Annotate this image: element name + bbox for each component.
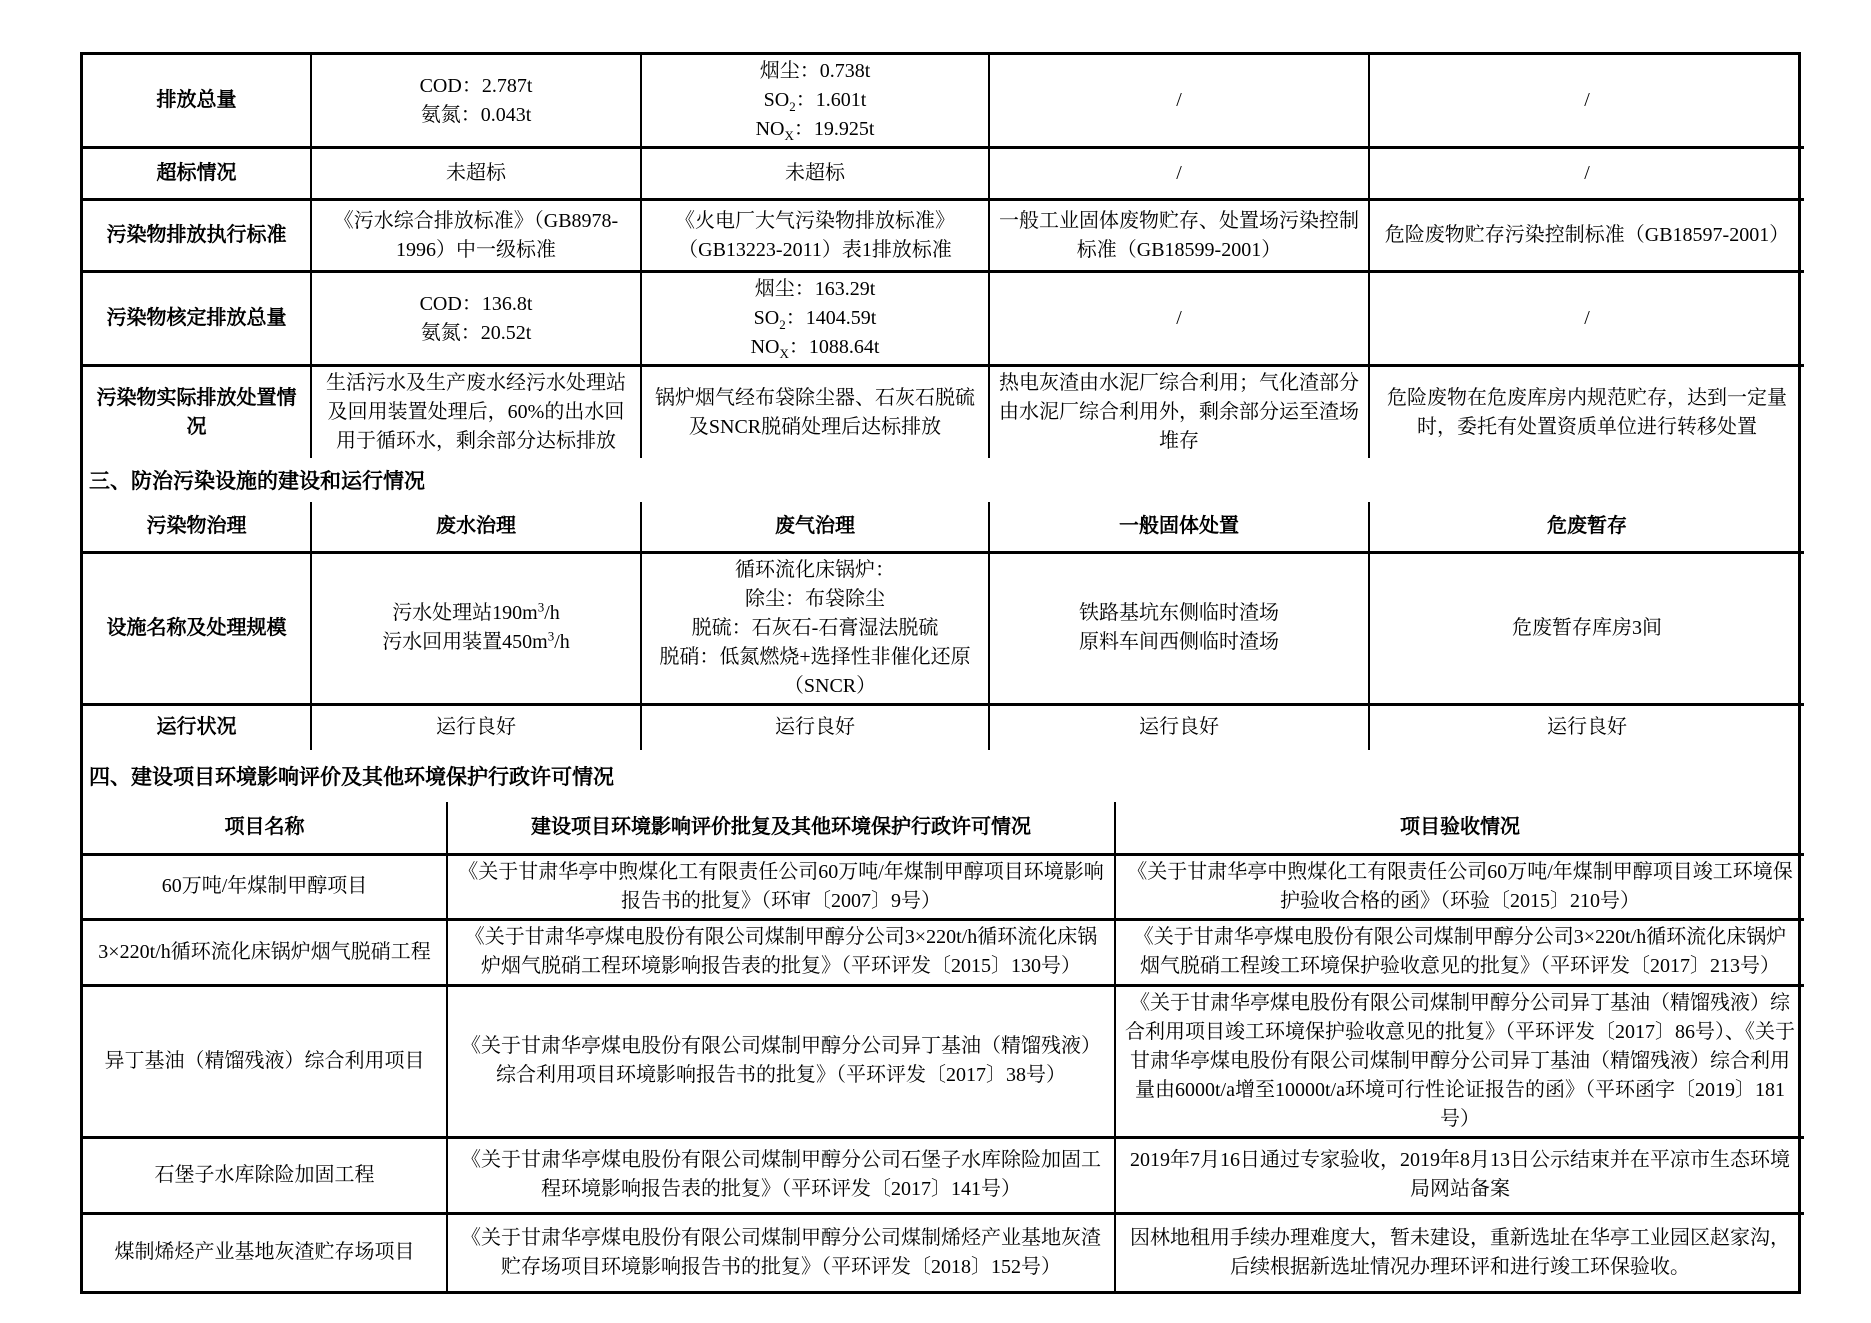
table-row [83, 55, 1804, 148]
emission-total-water-cell: COD：2.787t 氨氮：0.043t [311, 55, 641, 148]
projects-table [83, 802, 1804, 1291]
project-name-cell: 煤制烯烃产业基地灰渣贮存场项目 [83, 1213, 447, 1291]
project-approval-cell: 《关于甘肃华亭煤电股份有限公司煤制甲醇分公司煤制烯烃产业基地灰渣贮存场项目环境影响报告书的批复》（平环评发〔2018〕152号） [447, 1213, 1115, 1291]
table-row [83, 272, 1804, 366]
table-row [83, 919, 1804, 985]
table-row [83, 1213, 1804, 1291]
operation-solid-cell: 运行良好 [989, 704, 1369, 750]
row-label-emission-total: 排放总量 [83, 55, 311, 148]
row-label-approved-total: 污染物核定排放总量 [83, 272, 311, 366]
table-row [83, 200, 1804, 272]
section-4-title: 四、建设项目环境影响评价及其他环境保护行政许可情况 [89, 765, 614, 789]
facility-air-cell: 循环流化床锅炉： 除尘：布袋除尘 脱硫：石灰石-石膏湿法脱硫 脱硝：低氮燃烧+选择性非催化还原 （SNCR） [641, 552, 989, 704]
projects-header-acceptance: 项目验收情况 [1115, 802, 1804, 854]
table-row [83, 854, 1804, 919]
project-approval-cell: 《关于甘肃华亭煤电股份有限公司煤制甲醇分公司异丁基油（精馏残液）综合利用项目环境影响报告书的批复》（平环评发〔2017〕38号） [447, 985, 1115, 1137]
project-approval-cell: 《关于甘肃华亭中煦煤化工有限责任公司60万吨/年煤制甲醇项目环境影响报告书的批复》（环审〔2007〕9号） [447, 854, 1115, 919]
row-label-actual-disposal: 污染物实际排放处置情况 [83, 366, 311, 459]
project-name-cell: 异丁基油（精馏残液）综合利用项目 [83, 985, 447, 1137]
facility-water-cell: 污水处理站$190m^3/h$ 污水回用装置$450m^3/h$ [311, 552, 641, 704]
row-label-standards: 污染物排放执行标准 [83, 200, 311, 272]
standards-hazard-cell: 危险废物贮存污染控制标准（GB18597-2001） [1369, 200, 1804, 272]
projects-header-approval: 建设项目环境影响评价批复及其他环境保护行政许可情况 [447, 802, 1115, 854]
project-approval-cell: 《关于甘肃华亭煤电股份有限公司煤制甲醇分公司石堡子水库除险加固工程环境影响报告表的批复》（平环评发〔2017〕141号） [447, 1137, 1115, 1213]
table-row [83, 1137, 1804, 1213]
standards-air-cell: 《火电厂大气污染物排放标准》（GB13223-2011）表1排放标准 [641, 200, 989, 272]
standards-water-cell: 《污水综合排放标准》（GB8978-1996）中一级标准 [311, 200, 641, 272]
facilities-header-solid: 一般固体处置 [989, 502, 1369, 552]
operation-water-cell: 运行良好 [311, 704, 641, 750]
facility-solid-cell: 铁路基坑东侧临时渣场 原料车间西侧临时渣场 [989, 552, 1369, 704]
emissions-table [83, 55, 1804, 458]
approved-total-water-cell: COD：136.8t 氨氮：20.52t [311, 272, 641, 366]
operation-air-cell: 运行良好 [641, 704, 989, 750]
emission-total-hazard-cell: / [1369, 55, 1804, 148]
row-label-facility-scale: 设施名称及处理规模 [83, 552, 311, 704]
exceedance-water-cell: 未超标 [311, 148, 641, 200]
project-acceptance-cell: 《关于甘肃华亭煤电股份有限公司煤制甲醇分公司异丁基油（精馏残液）综合利用项目竣工环境保护验收意见的批复》（平环评发〔2017〕86号）、《关于甘肃华亭煤电股份有限公司煤制甲醇分公司异丁基油（精馏残液）综合利用量由6000t/a增至10000t/a环境可行性论证报告的函》（平环函字〔2019〕181号） [1115, 985, 1804, 1137]
actual-disposal-solid-cell: 热电灰渣由水泥厂综合利用；气化渣部分由水泥厂综合利用外，剩余部分运至渣场堆存 [989, 366, 1369, 459]
approved-total-solid-cell: / [989, 272, 1369, 366]
approved-total-hazard-cell: / [1369, 272, 1804, 366]
table-row [83, 552, 1804, 704]
facilities-header-wastegas: 废气治理 [641, 502, 989, 552]
facilities-table [83, 502, 1804, 750]
project-acceptance-cell: 因林地租用手续办理难度大，暂未建设，重新选址在华亭工业园区赵家沟，后续根据新选址情况办理环评和进行竣工环保验收。 [1115, 1213, 1804, 1291]
operation-hazard-cell: 运行良好 [1369, 704, 1804, 750]
row-label-exceedance: 超标情况 [83, 148, 311, 200]
table-row [83, 985, 1804, 1137]
project-name-cell: 3×220t/h循环流化床锅炉烟气脱硝工程 [83, 919, 447, 985]
row-label-operation-status: 运行状况 [83, 704, 311, 750]
actual-disposal-hazard-cell: 危险废物在危废库房内规范贮存，达到一定量时，委托有处置资质单位进行转移处置 [1369, 366, 1804, 459]
table-row [83, 704, 1804, 750]
project-acceptance-cell: 2019年7月16日通过专家验收，2019年8月13日公示结束并在平凉市生态环境局网站备案 [1115, 1137, 1804, 1213]
projects-header-name: 项目名称 [83, 802, 447, 854]
facility-hazard-cell: 危废暂存库房3间 [1369, 552, 1804, 704]
table-header-row [83, 502, 1804, 552]
section-3-title: 三、防治污染设施的建设和运行情况 [89, 469, 425, 493]
table-row [83, 148, 1804, 200]
approved-total-air-cell: 烟尘：163.29t $SO_2$：1404.59t $NO_X$：1088.64t [641, 272, 989, 366]
project-acceptance-cell: 《关于甘肃华亭中煦煤化工有限责任公司60万吨/年煤制甲醇项目竣工环境保护验收合格的函》（环验〔2015〕210号） [1115, 854, 1804, 919]
emission-total-air-cell: 烟尘：0.738t $SO_2$：1.601t $NO_X$：19.925t [641, 55, 989, 148]
facilities-header-treatment: 污染物治理 [83, 502, 311, 552]
project-name-cell: 石堡子水库除险加固工程 [83, 1137, 447, 1213]
project-approval-cell: 《关于甘肃华亭煤电股份有限公司煤制甲醇分公司3×220t/h循环流化床锅炉烟气脱硝工程环境影响报告表的批复》（平环评发〔2015〕130号） [447, 919, 1115, 985]
emission-total-solid-cell: / [989, 55, 1369, 148]
actual-disposal-air-cell: 锅炉烟气经布袋除尘器、石灰石脱硫及SNCR脱硝处理后达标排放 [641, 366, 989, 459]
exceedance-air-cell: 未超标 [641, 148, 989, 200]
disclosure-sheet [80, 52, 1801, 1294]
exceedance-solid-cell: / [989, 148, 1369, 200]
actual-disposal-water-cell: 生活污水及生产废水经污水处理站及回用装置处理后，60%的出水回用于循环水，剩余部分达标排放 [311, 366, 641, 459]
project-name-cell: 60万吨/年煤制甲醇项目 [83, 854, 447, 919]
standards-solid-cell: 一般工业固体废物贮存、处置场污染控制标准（GB18599-2001） [989, 200, 1369, 272]
table-row [83, 366, 1804, 459]
facilities-header-wastewater: 废水治理 [311, 502, 641, 552]
project-acceptance-cell: 《关于甘肃华亭煤电股份有限公司煤制甲醇分公司3×220t/h循环流化床锅炉烟气脱硝工程竣工环境保护验收意见的批复》（平环评发〔2017〕213号） [1115, 919, 1804, 985]
exceedance-hazard-cell: / [1369, 148, 1804, 200]
table-header-row [83, 802, 1804, 854]
facilities-header-hazard: 危废暂存 [1369, 502, 1804, 552]
